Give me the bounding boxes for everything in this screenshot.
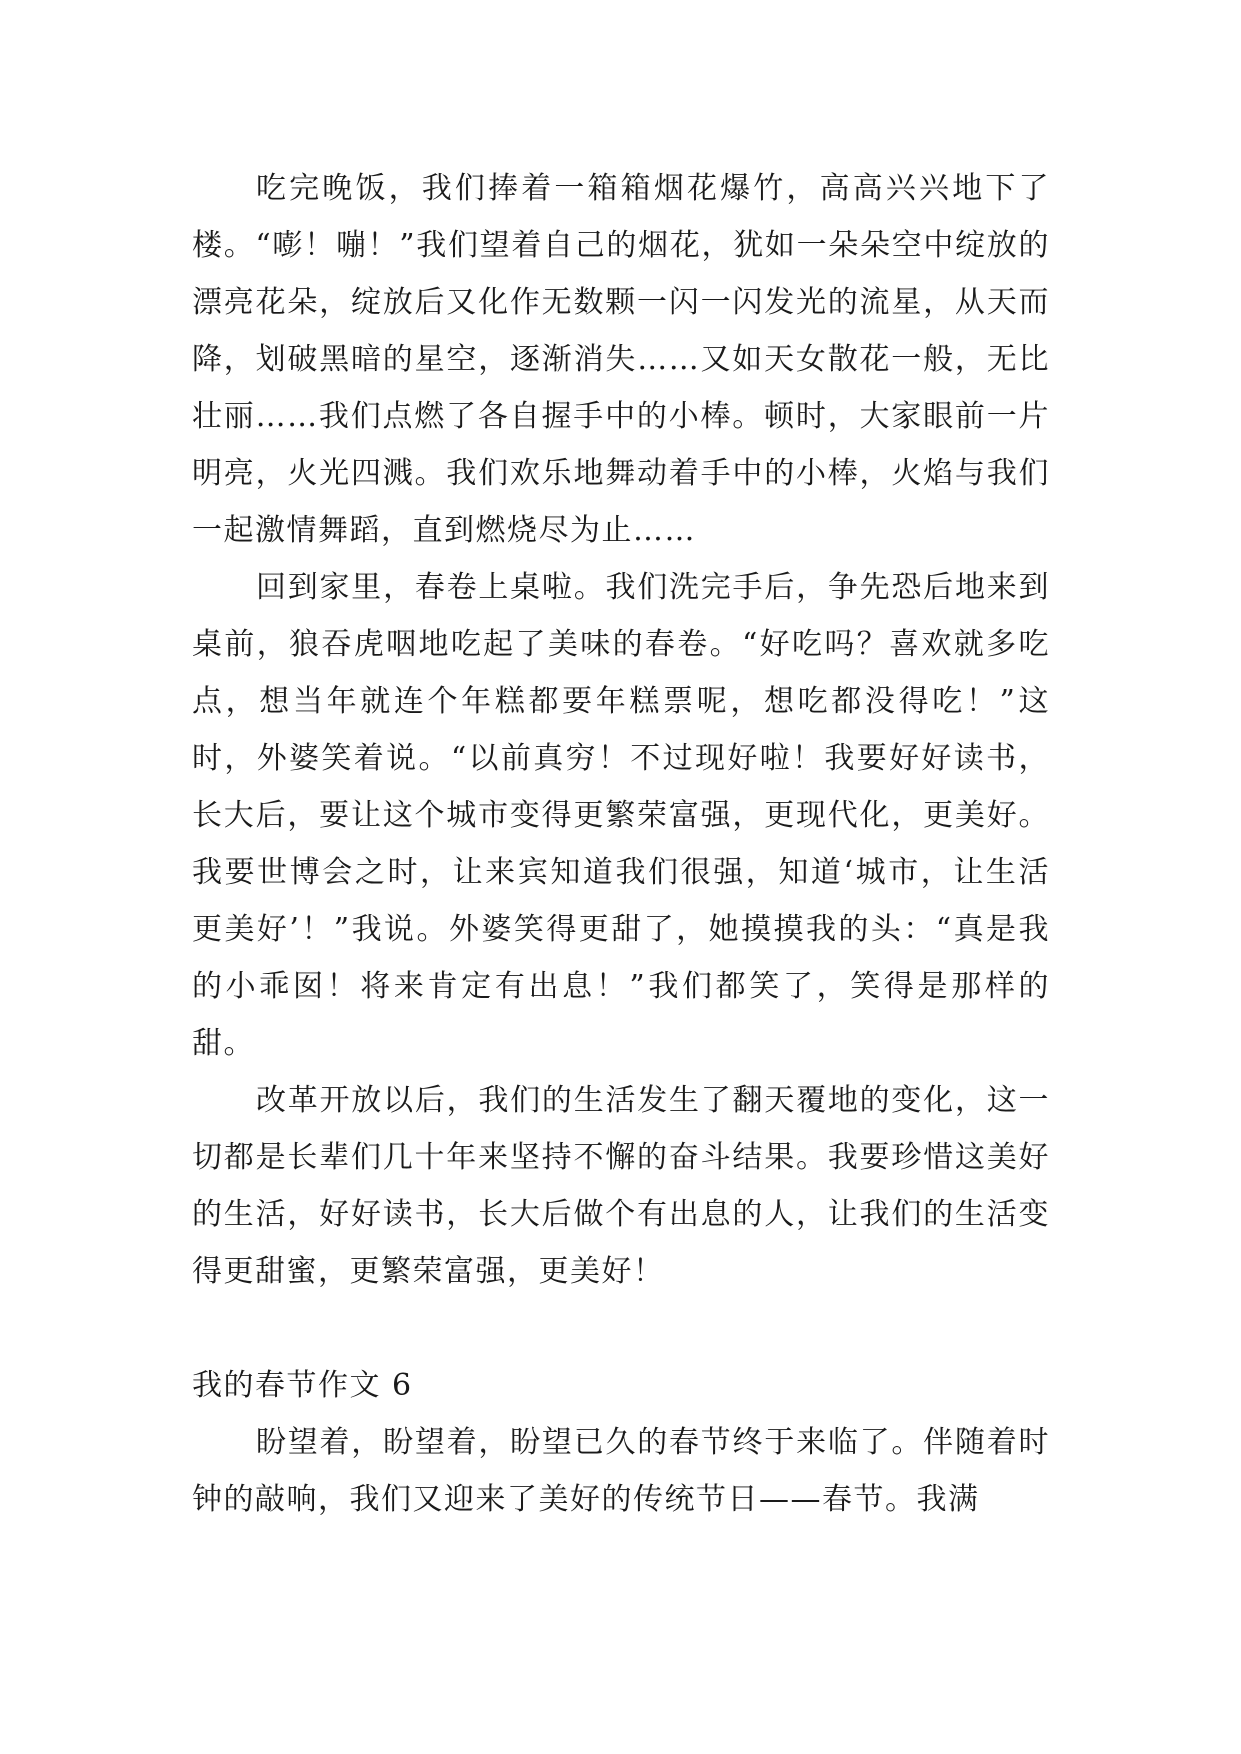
paragraph-essay6-intro: 盼望着，盼望着，盼望已久的春节终于来临了。伴随着时钟的敲响，我们又迎来了美好的传统节日——春节。我满	[192, 1425, 1050, 1517]
section-title: 我的春节作文 6	[192, 1368, 413, 1403]
paragraph-fireworks: 吃完晚饭，我们捧着一箱箱烟花爆竹，高高兴兴地下了楼。“嘭！嘣！”我们望着自己的烟花，犹如一朵朵空中绽放的漂亮花朵，绽放后又化作无数颗一闪一闪发光的流星，从天而降，划破黑暗的星空，逐渐消失……又如天女散花一般，无比壮丽……我们点燃了各自握手中的小棒。顿时，大家眼前一片明亮，火光四溅。我们欢乐地舞动着手中的小棒，火焰与我们一起激情舞蹈，直到燃烧尽为止……	[192, 171, 1050, 548]
paragraph-spring-rolls: 回到家里，春卷上桌啦。我们洗完手后，争先恐后地来到桌前，狼吞虎咽地吃起了美味的春卷。“好吃吗？喜欢就多吃点，想当年就连个年糕都要年糕票呢，想吃都没得吃！”这时，外婆笑着说。“以前真穷！不过现好啦！我要好好读书，长大后，要让这个城市变得更繁荣富强，更现代化，更美好。我要世博会之时，让来宾知道我们很强，知道‘城市，让生活更美好’！”我说。外婆笑得更甜了，她摸摸我的头：“真是我的小乖囡！将来肯定有出息！”我们都笑了，笑得是那样的甜。	[192, 570, 1050, 1061]
document-page	[192, 160, 1050, 1528]
paragraph-reform: 改革开放以后，我们的生活发生了翻天覆地的变化，这一切都是长辈们几十年来坚持不懈的奋斗结果。我要珍惜这美好的生活，好好读书，长大后做个有出息的人，让我们的生活变得更甜蜜，更繁荣富强，更美好！	[192, 1083, 1050, 1289]
